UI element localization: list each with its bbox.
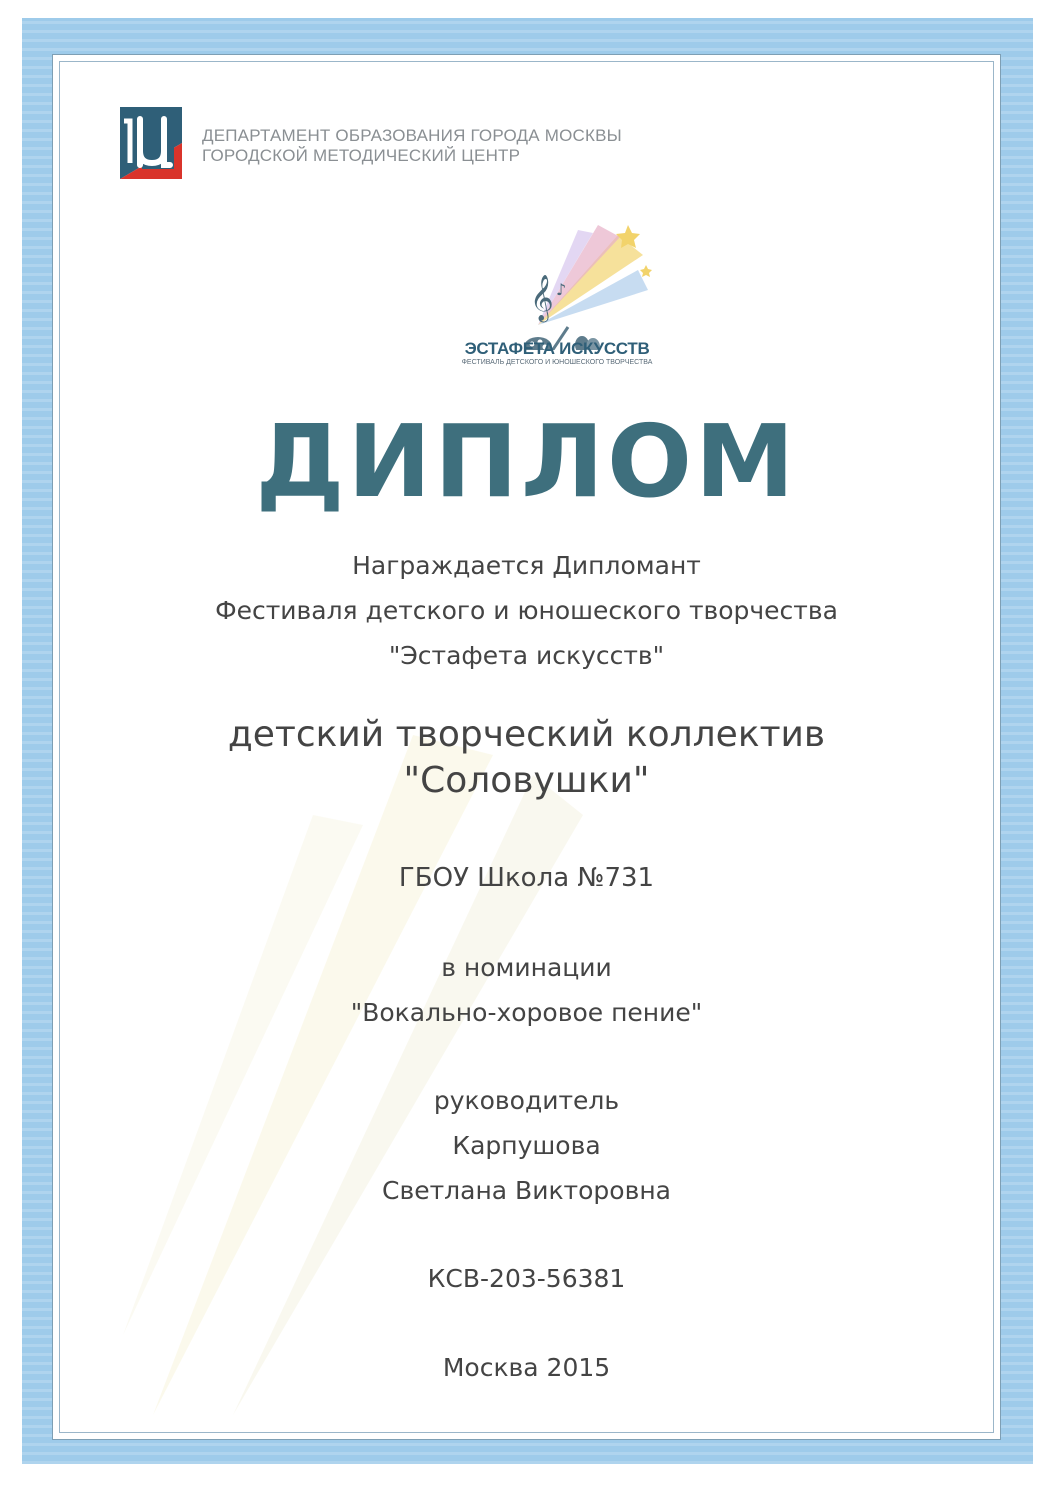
diploma-title: ДИПЛОМ: [255, 403, 798, 520]
organization-name: [202, 126, 622, 166]
award-line-1: Награждается Дипломант: [352, 551, 701, 580]
svg-text:𝄞: 𝄞: [530, 275, 554, 321]
gmc-logo: [116, 107, 186, 179]
nomination-label: в номинации: [441, 953, 612, 982]
diploma-border: [22, 18, 1033, 1464]
festival-logo-subtitle: ФЕСТИВАЛЬ ДЕТСКОГО И ЮНОШЕСКОГО ТВОРЧЕСТВА: [461, 359, 653, 366]
place-year: Москва 2015: [442, 1353, 611, 1382]
leader-surname: Карпушова: [452, 1131, 601, 1160]
festival-logo-icon: [468, 215, 658, 350]
leader-label: руководитель: [433, 1086, 620, 1115]
svg-text:♪: ♪: [556, 280, 567, 299]
watermark-rays: [113, 695, 733, 1415]
nomination-name: "Вокально-хоровое пение": [350, 998, 703, 1027]
award-line-2: Фестиваля детского и юношеского творчества: [215, 596, 838, 625]
festival-logo-title: ЭСТАФЕТА ИСКУССТВ: [464, 339, 650, 358]
award-line-3: "Эстафета искусств": [388, 641, 665, 670]
school-name: ГБОУ Школа №731: [398, 863, 655, 893]
org-line-1: ДЕПАРТАМЕНТ ОБРАЗОВАНИЯ ГОРОДА МОСКВЫ: [202, 126, 622, 145]
org-line-2: ГОРОДСКОЙ МЕТОДИЧЕСКИЙ ЦЕНТР: [202, 146, 521, 165]
leader-name: Светлана Викторовна: [382, 1176, 671, 1205]
diploma-sheet: [52, 54, 1001, 1440]
diploma-code: КСВ-203-56381: [427, 1264, 626, 1293]
recipient-line-1: детский творческий коллектив: [227, 714, 826, 755]
recipient-name: "Соловушки": [403, 760, 650, 801]
